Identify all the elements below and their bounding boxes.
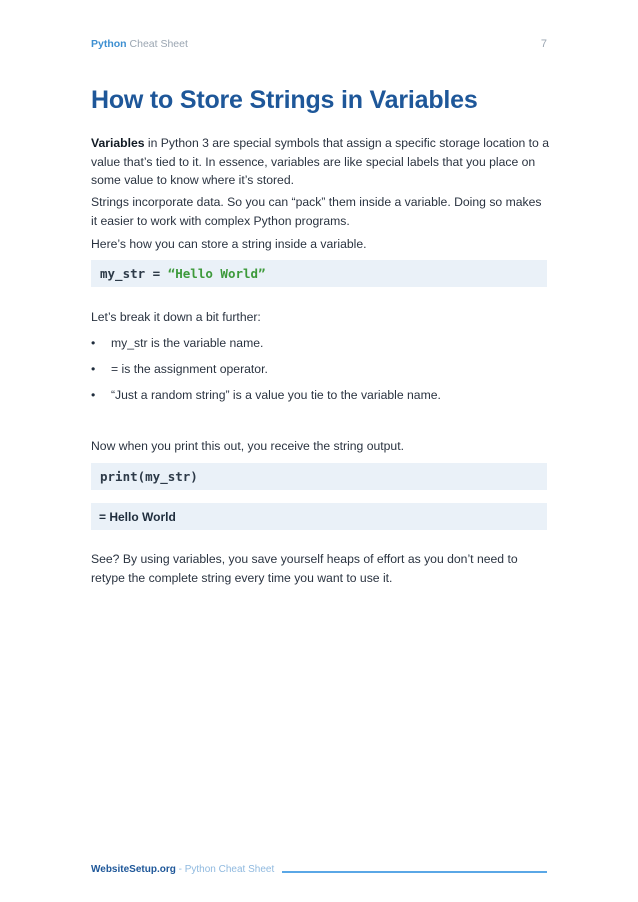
- page-title: How to Store Strings in Variables: [91, 86, 478, 114]
- output-block: [91, 503, 547, 530]
- footer-separator: -: [175, 864, 185, 875]
- bullet-icon: •: [91, 336, 96, 350]
- code-operator: =: [145, 266, 168, 281]
- intro-paragraph: [91, 134, 549, 190]
- footer-doc-title: Python Cheat Sheet: [184, 864, 275, 875]
- intro-text: in Python 3 are special symbols that assign a specific storage location to a value that’s tied to it. In essence, variables are like special labels that you place on some value to know where it’s stored.: [91, 136, 549, 187]
- bullet-icon: •: [91, 388, 96, 402]
- code-string-literal: “Hello World”: [167, 266, 266, 281]
- code-block-print: [91, 463, 547, 490]
- conclusion-paragraph: See? By using variables, you save yourself heaps of effort as you don’t need to retype the complete string every time you want to use it.: [91, 552, 518, 585]
- code-print-statement: print(my_str): [100, 469, 198, 484]
- bullet-icon: •: [91, 362, 96, 376]
- footer-site-link[interactable]: WebsiteSetup.org: [91, 864, 176, 875]
- page-header: [91, 38, 547, 52]
- breakdown-paragraph: Let’s break it down a bit further:: [91, 310, 261, 324]
- list-item: • my_str is the variable name.: [91, 334, 549, 360]
- print-paragraph: Now when you print this out, you receive the string output.: [91, 439, 404, 453]
- intro-bold-term: Variables: [91, 136, 145, 150]
- header-subtitle: Cheat Sheet: [129, 38, 188, 50]
- list-item: • = is the assignment operator.: [91, 360, 549, 386]
- bullet-list: [91, 334, 549, 412]
- header-title: [91, 38, 188, 50]
- page-number: 7: [540, 38, 547, 50]
- footer-divider: [282, 871, 547, 873]
- list-item: • “Just a random string” is a value you tie to the variable name.: [91, 386, 549, 412]
- code-variable: my_str: [100, 266, 146, 281]
- output-text: = Hello World: [99, 509, 176, 524]
- strings-paragraph: Strings incorporate data. So you can “pack” them inside a variable. Doing so makes it easier to work with complex Python programs.: [91, 195, 542, 228]
- page-footer: [91, 864, 547, 878]
- howto-paragraph: Here’s how you can store a string inside a variable.: [91, 237, 367, 251]
- header-brand: Python: [91, 38, 127, 50]
- code-block-assignment: [91, 260, 547, 287]
